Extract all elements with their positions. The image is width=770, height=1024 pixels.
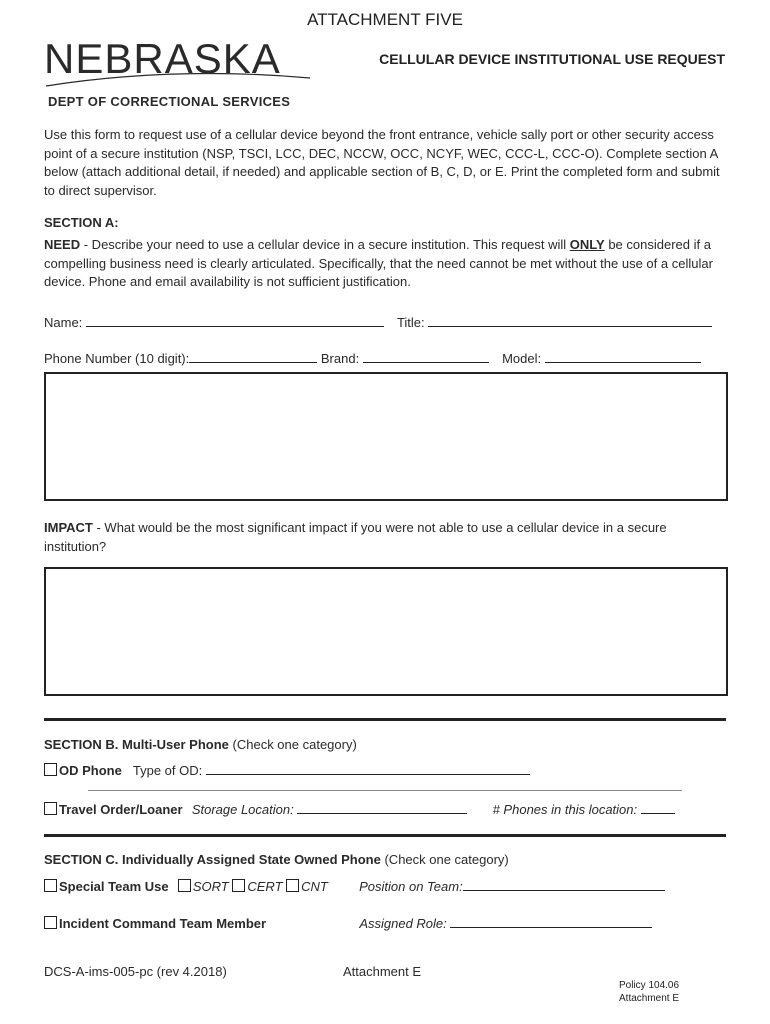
impact-textbox[interactable] <box>44 567 728 696</box>
assigned-role-label: Assigned Role: <box>359 916 447 931</box>
storage-location-label: Storage Location: <box>191 802 294 817</box>
model-label: Model: <box>502 351 542 366</box>
section-divider <box>44 834 726 837</box>
need-label: NEED <box>44 237 81 252</box>
phone-field[interactable] <box>189 349 317 363</box>
policy-attachment: Attachment E <box>619 993 680 1004</box>
special-team-checkbox[interactable] <box>44 879 57 892</box>
sort-checkbox[interactable] <box>178 879 191 892</box>
section-a-heading: SECTION A: <box>44 215 119 230</box>
logo-subtitle: DEPT OF CORRECTIONAL SERVICES <box>48 94 291 109</box>
title-field[interactable] <box>428 313 712 327</box>
incident-row <box>44 914 652 931</box>
impact-label: IMPACT <box>44 520 93 535</box>
phones-count-label: # Phones in this location: <box>492 802 638 817</box>
section-divider <box>44 718 726 721</box>
od-type-label: Type of OD: <box>132 763 203 778</box>
od-phone-checkbox[interactable] <box>44 763 57 776</box>
cnt-label: CNT <box>301 879 328 894</box>
storage-location-field[interactable] <box>297 800 467 814</box>
special-team-row <box>44 877 665 894</box>
section-c-heading <box>44 852 509 867</box>
need-textbox[interactable] <box>44 372 728 501</box>
incident-command-checkbox[interactable] <box>44 916 57 929</box>
section-b-title: SECTION B. Multi-User Phone <box>44 737 229 752</box>
brand-field[interactable] <box>363 349 489 363</box>
incident-command-label: Incident Command Team Member <box>59 916 267 931</box>
nebraska-logo <box>44 35 281 82</box>
section-c-title: SECTION C. Individually Assigned State Owned Phone <box>44 852 381 867</box>
travel-loaner-checkbox[interactable] <box>44 802 57 815</box>
footer-attachment: Attachment E <box>343 964 422 979</box>
need-text <box>44 236 729 292</box>
od-type-field[interactable] <box>206 761 530 775</box>
phones-count-field[interactable] <box>641 800 675 814</box>
need-text-part2: be considered if a compelling business need is clearly articulated. Specifically, that the need cannot be met without the use of a cellular device. Phone and email availability is not sufficient justification. <box>44 237 713 289</box>
od-extra-line[interactable] <box>88 790 682 791</box>
intro-text: Use this form to request use of a cellular device beyond the front entrance, vehicle sally port or other security access point of a secure institution (NSP, TSCI, LCC, DEC, NCCW, OCC, NCYF, WEC, CCC-L, CCC-O). Complete section A below (attach additional detail, if needed) and applicable section of B, C, D, or E. Print the completed form and submit to direct supervisor. <box>44 127 720 198</box>
phone-row <box>44 349 701 366</box>
name-field[interactable] <box>86 313 384 327</box>
section-b-heading <box>44 737 357 752</box>
policy-note <box>619 979 679 1005</box>
name-title-row <box>44 313 712 330</box>
name-label: Name: <box>44 315 83 330</box>
impact-text <box>44 519 729 556</box>
travel-loaner-label: Travel Order/Loaner <box>59 802 183 817</box>
cert-label: CERT <box>247 879 283 894</box>
model-field[interactable] <box>545 349 701 363</box>
travel-row <box>44 800 675 817</box>
need-text-part1: - Describe your need to use a cellular device in a secure institution. This request will <box>80 237 570 252</box>
assigned-role-field[interactable] <box>450 914 652 928</box>
section-c-note: (Check one category) <box>380 852 509 867</box>
sort-label: SORT <box>192 879 229 894</box>
form-title: CELLULAR DEVICE INSTITUTIONAL USE REQUEST <box>379 51 725 67</box>
special-team-label: Special Team Use <box>59 879 169 894</box>
od-phone-row <box>44 761 530 778</box>
policy-number: Policy 104.06 <box>619 980 680 991</box>
section-b-note: (Check one category) <box>228 737 357 752</box>
title-label: Title: <box>396 315 425 330</box>
logo-wordmark: NEBRASKA <box>44 35 281 82</box>
position-field[interactable] <box>463 877 665 891</box>
need-only: ONLY <box>569 237 605 252</box>
phone-label: Phone Number (10 digit): <box>44 351 190 366</box>
cnt-checkbox[interactable] <box>286 879 299 892</box>
attachment-title: ATTACHMENT FIVE <box>307 10 463 29</box>
brand-label: Brand: <box>320 351 360 366</box>
od-phone-label: OD Phone <box>59 763 122 778</box>
position-label: Position on Team: <box>359 879 463 894</box>
cert-checkbox[interactable] <box>232 879 245 892</box>
impact-question: - What would be the most significant impact if you were not able to use a cellular device in a secure institution? <box>44 520 667 554</box>
form-code: DCS-A-ims-005-pc (rev 4.2018) <box>44 964 227 979</box>
